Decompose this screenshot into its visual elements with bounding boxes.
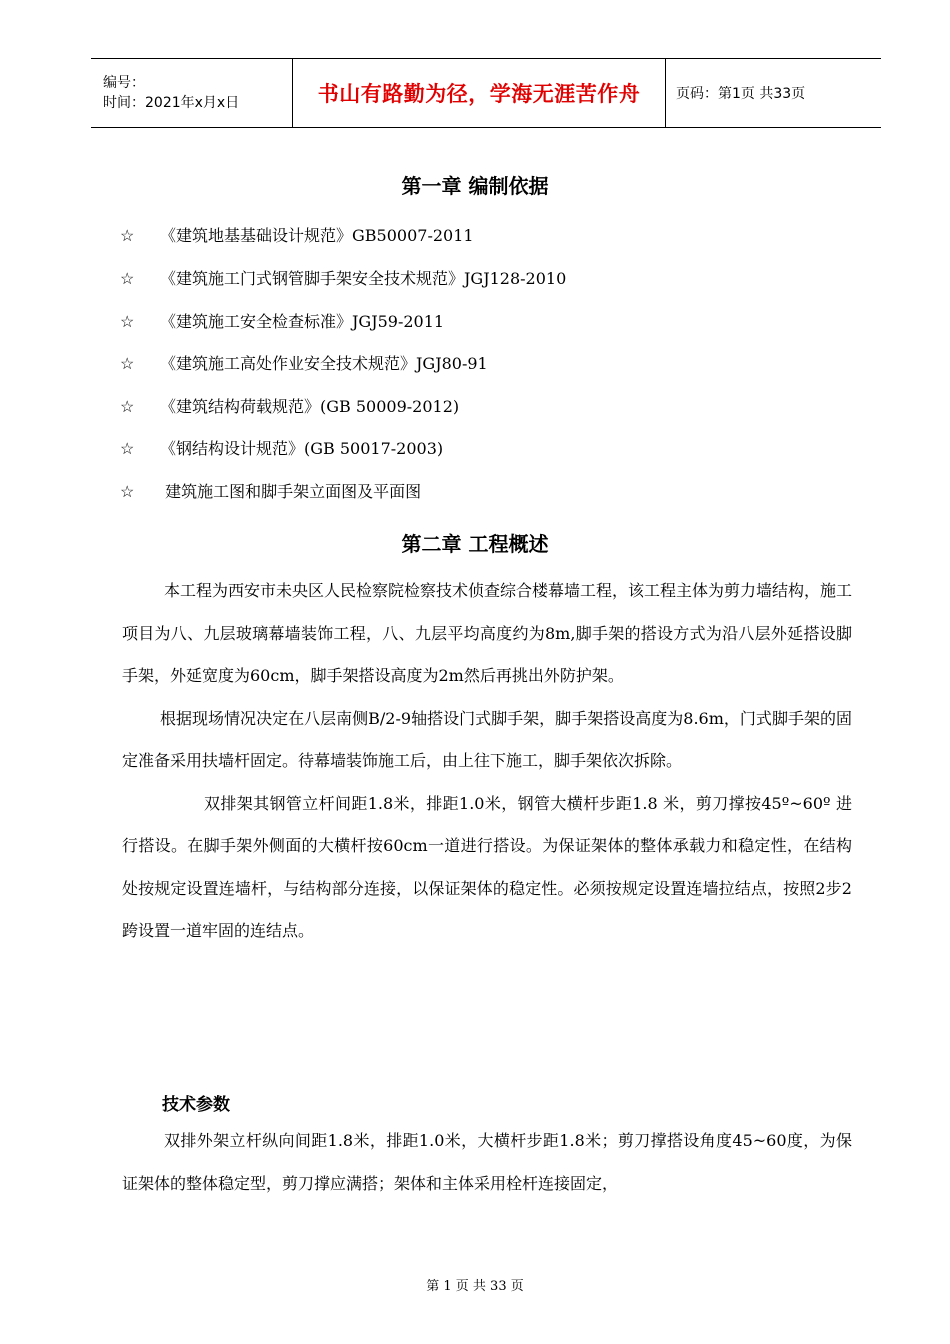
chapter-1-title: 第一章 编制依据 [401,174,549,198]
paragraph: 本工程为西安市未央区人民检察院检察技术侦查综合楼幕墙工程，该工程主体为剪力墙结构，施工项目为八、九层玻璃幕墙装饰工程，八、九层平均高度约为8m,脚手架的搭设方式为沿八层外延搭设脚手架，外延宽度为60cm，脚手架搭设高度为2m然后再挑出外防护架。 [122,581,853,685]
reference-item: ☆ 《建筑施工安全检查标准》JGJ59-2011 [120,312,445,331]
star-icon: ☆ [120,439,135,458]
tech-params-body [122,1120,852,1205]
paragraph: 双排外架立杆纵向间距1.8米，排距1.0米，大横杆步距1.8米；剪刀撑搭设角度45~60度，为保证架体的整体稳定型，剪刀撑应满搭；架体和主体采用栓杆连接固定， [122,1131,852,1193]
serial-label: 编号： [103,75,145,91]
star-icon: ☆ [120,226,135,245]
paragraph: 双排架其钢管立杆间距1.8米，排距1.0米，钢管大横杆步距1.8 米，剪刀撑按45º~60º 进行搭设。在脚手架外侧面的大横杆按60cm一道进行搭设。为保证架体的整体承载力和稳定性，在结构处按规定设置连墙杆，与结构部分连接，以保证架体的稳定性。必须按规定设置连墙拉结点，按照2步2跨设置一道牢固的连结点。 [122,793,852,940]
star-icon: ☆ [120,397,135,416]
star-icon: ☆ [120,354,135,373]
motto: 书山有路勤为径，学海无涯苦作舟 [317,82,641,106]
section-subhead: 技术参数 [162,1095,230,1115]
reference-item: ☆ 《钢结构设计规范》(GB 50017-2003) [120,439,444,458]
reference-item: ☆ 《建筑结构荷载规范》(GB 50009-2012) [120,397,460,416]
chapter-2-title: 第二章 工程概述 [401,532,549,556]
page-header [91,58,881,128]
reference-item: ☆ 《建筑施工高处作业安全技术规范》JGJ80-91 [120,354,488,373]
reference-item: ☆ 建筑施工图和脚手架立面图及平面图 [120,482,422,501]
star-icon: ☆ [120,269,135,288]
header-meta [91,59,293,127]
chapter-2-body [122,570,852,953]
time-label: 时间：2021年x月x日 [103,95,240,111]
header-motto-cell [293,59,666,127]
star-icon: ☆ [120,312,135,331]
reference-item: ☆ 《建筑地基基础设计规范》GB50007-2011 [120,226,474,245]
reference-item: ☆ 《建筑施工门式钢管脚手架安全技术规范》JGJ128-2010 [120,269,567,288]
page-footer: 第 1 页 共 33 页 [426,1279,524,1294]
star-icon: ☆ [120,482,135,501]
page-label: 页码：第1页 共33页 [676,86,806,102]
paragraph: 根据现场情况决定在八层南侧B/2-9轴搭设门式脚手架，脚手架搭设高度为8.6m，门式脚手架的固定准备采用扶墙杆固定。待幕墙装饰施工后，由上往下施工，脚手架依次拆除。 [122,708,852,770]
header-page-cell [666,59,881,127]
